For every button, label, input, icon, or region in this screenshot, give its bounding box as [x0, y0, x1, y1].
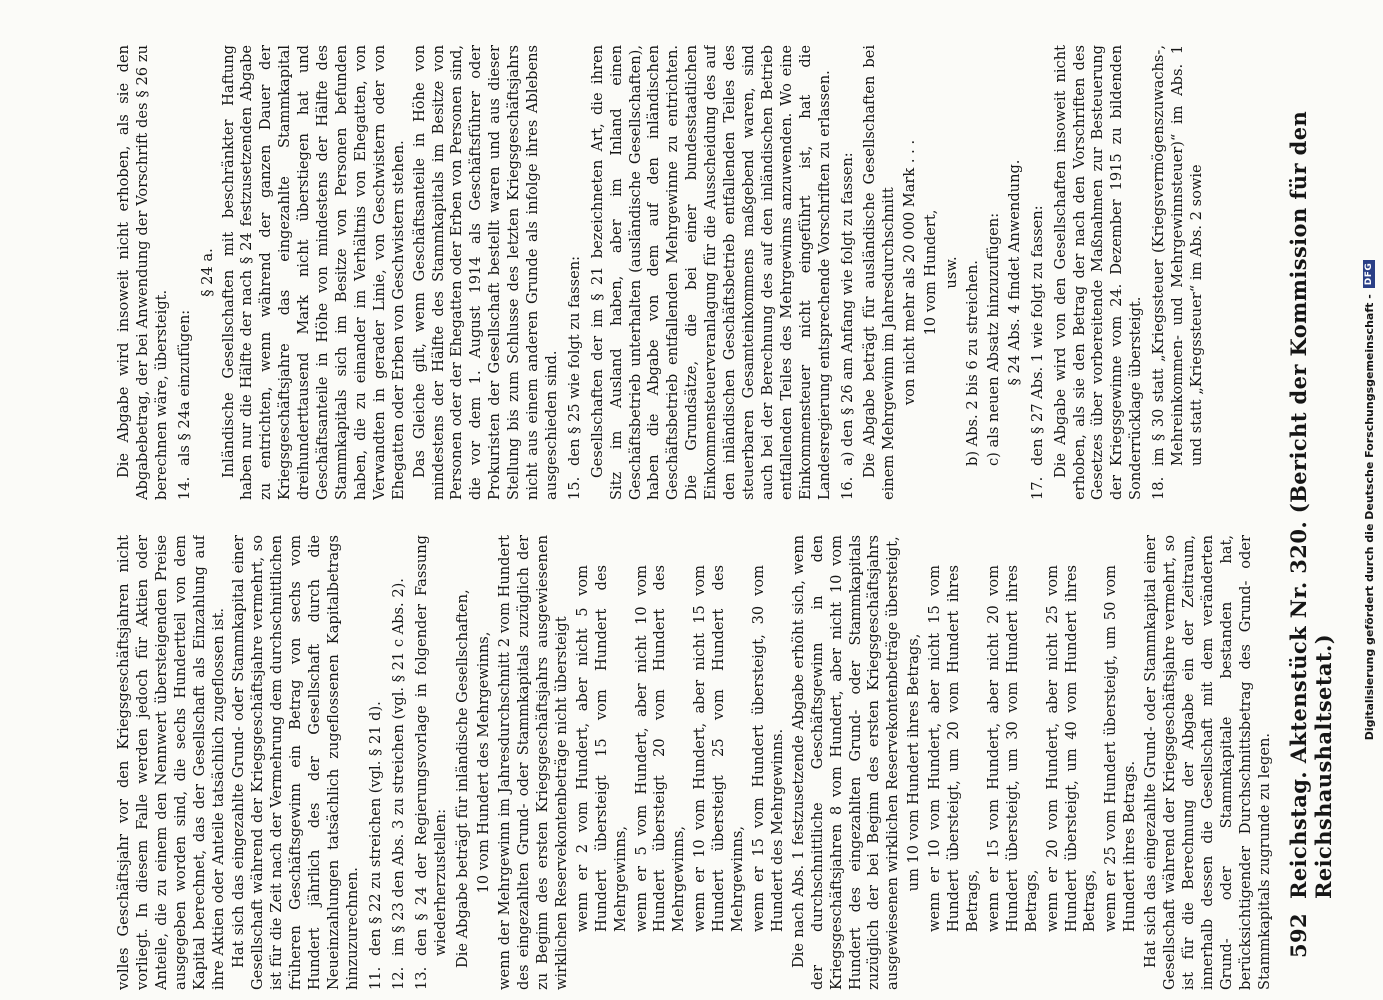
item-text: den § 27 Abs. 1 wie folgt zu fassen:: [1028, 205, 1046, 466]
paragraph: Die Abgabe beträgt für ausländische Gesellschaften bei einem Mehrgewinn im Jahresdurchschnitt: [861, 45, 898, 500]
paragraph: Die Abgabe wird insoweit nicht erhoben, als sie den Abgabebetrag, der bei Anwendung der Vorschrift des § 26 zu berechnen wäre, übersteigt.: [115, 45, 170, 500]
rate-line: 10 vom Hundert des Mehrgewinns,: [475, 631, 493, 894]
footer-text: Digitalisierung gefördert durch die Deutsche Forschungsgemeinschaft -: [1362, 294, 1376, 741]
paragraph: Die Abgabe wird von den Gesellschaften insoweit nicht erhoben, als sie den Betrag der nach den Vorschriften des Gesetzes über vorbereitende Maßnahmen zur Besteuerung der Kriegsgewinne vom 24. Dezember 1915 zu bildenden Sonderrücklage übersteigt.: [1051, 45, 1145, 500]
rate-line: um 10 vom Hundert ihres Betrags,: [905, 633, 923, 892]
rate-line: wenn er 15 vom Hundert übersteigt, 30 vom Hundert des Mehrgewinns.: [750, 565, 786, 932]
paragraph: wenn der Mehrgewinn im Jahresdurchschnitt 2 vom Hundert des eingezahlten Grund- oder Stammkapitals zuzüglich der zu Beginn des ersten Kriegsgeschäftsjahrs ausgewiesenen wirklichen Reservekontenbeträge nicht übersteigt: [496, 535, 570, 990]
item-text: den § 22 zu streichen (vgl. § 21 d).: [366, 701, 384, 956]
item-text: a) den § 26 am Anfang wie folgt zu fassen:: [838, 152, 856, 466]
list-item: [1150, 45, 1207, 500]
paragraph: Gesellschaften der im § 21 bezeichneten Art, die ihren Sitz im Ausland haben, aber im Inland einen Geschäftsbetrieb unterhalten (ausländische Gesellschaften), haben die Abgabe von dem auf den inländischen Geschäftsbetrieb entfallenden Mehrgewinne zu entrichten. Die Grundsätze, die bei einer bundesstaatlichen Einkommensteuerveranlagung für die Ausscheidung des auf den inländischen Geschäftsbetrieb entfallenden Teiles des steuerbaren Gesamteinkommens maßgebend waren, sind auch bei der Berechnung des auf den inländischen Betrieb entfallenden Teiles des Mehrgewinns anzuwenden. Wo eine Einkommensteuer nicht eingeführt ist, hat die Landesregierung entsprechende Vorschriften zu erlassen.: [588, 45, 833, 500]
rate-line: 10 vom Hundert,: [922, 209, 940, 336]
list-item: [839, 45, 858, 500]
paragraph: Die Abgabe beträgt für inländische Gesellschaften,: [454, 589, 472, 968]
rate-line: von nicht mehr als 20 000 Mark . . .: [901, 139, 919, 406]
item-number: 13.: [412, 966, 430, 990]
item-number: 17.: [1028, 476, 1046, 500]
page-number: 592: [1286, 912, 1311, 958]
paragraph: Inländische Gesellschaften mit beschränkter Haftung haben nur die Hälfte der nach § 24 festzusetzenden Abgabe zu entrichten, wenn während der ganzen Dauer der Kriegsgeschäftsjahre das eingezahlte Stammkapital dreihunderttausend Mark nicht überstiegen hat und Geschäftsanteile in Höhe von mindestens der Hälfte des Stammkapitals sich im Besitze von Personen befunden haben, die zu einander im Verhältnis von Ehegatten, von Verwandten in gerader Linie, von Geschwistern oder von Ehegatten oder Erben von Geschwistern stehen.: [219, 45, 407, 500]
page-title: Reichstag. Aktenstück Nr. 320. (Bericht der Kommission für den Reichshaushaltsetat.): [1286, 110, 1336, 899]
rate-line: wenn er 10 vom Hundert, aber nicht 15 vom Hundert übersteigt, um 20 vom Hundert ihres Betrags,: [926, 565, 981, 932]
left-column: [115, 535, 1273, 990]
rate-line: wenn er 5 vom Hundert, aber nicht 10 vom Hundert übersteigt 20 vom Hundert des Mehrgewinns,: [632, 565, 688, 932]
right-column: [115, 45, 1273, 500]
item-number: 12.: [389, 966, 407, 990]
item-text: den § 25 wie folgt zu fassen:: [565, 255, 583, 466]
paragraph: volles Geschäftsjahr vor den Kriegsgeschäftsjahren nicht vorliegt. In diesem Falle werden jedoch für Aktien oder Anteile, die zu einem den Nennwert übersteigenden Preise ausgegeben worden sind, die sechs Hundertteil von dem Kapital berechnet, das der Gesellschaft als Einzahlung auf ihre Aktien oder Anteile tatsächlich zugeflossen ist.: [115, 535, 227, 990]
list-item: [413, 535, 451, 990]
item-text: im § 23 den Abs. 3 zu streichen (vgl. § 21 c Abs. 2).: [389, 578, 407, 956]
item-text: als § 24a einzufügen:: [175, 309, 193, 466]
section-heading: § 24 a.: [198, 248, 216, 297]
list-item: [176, 45, 195, 500]
item-text: den § 24 der Regierungsvorlage in folgender Fassung wiederherzustellen:: [412, 535, 449, 956]
list-item: [390, 535, 409, 990]
item-number: 11.: [366, 966, 384, 990]
sub-item: c) als neuen Absatz hinzuzufügen:: [984, 212, 1002, 466]
paragraph: Das Gleiche gilt, wenn Geschäftsanteile in Höhe von mindestens der Hälfte des Stammkapitals im Besitze von Personen oder der Ehegatten oder Erben von Personen sind, die vor dem 1. August 1914 als Geschäftsführer oder Prokuristen der Gesellschaft bestellt waren und aus dieser Stellung bis zum Schlusse des letzten Kriegsgeschäftsjahrs nicht aus einem anderen Grunde als infolge ihres Ablebens ausgeschieden sind.: [410, 45, 560, 500]
paragraph: Die nach Abs. 1 festzusetzende Abgabe erhöht sich, wenn der durchschnittliche Geschäftsgewinn in den Kriegsgeschäftsjahren 8 vom Hundert, aber nicht 10 vom Hundert des eingezahlten Grund- oder Stammkapitals zuzüglich der bei Beginn des ersten Kriegsgeschäftsjahrs ausgewiesenen wirklichen Reservekontenbeträge übersteigt,: [789, 535, 902, 990]
rate-line: wenn er 20 vom Hundert, aber nicht 25 vom Hundert übersteigt, um 40 vom Hundert ihres Betrags,: [1043, 565, 1099, 932]
rate-line: wenn er 2 vom Hundert, aber nicht 5 vom Hundert übersteigt 15 vom Hundert des Mehrgewinns,: [573, 565, 629, 932]
item-text: im § 30 statt „Kriegssteuer (Kriegsvermögenszuwachs-, Mehreinkommen- und Mehrgewinnsteuer)“ im Abs. 1 und statt „Kriegssteuer“ im Abs. 2 sowie: [1150, 45, 1205, 466]
list-item: [1029, 45, 1048, 500]
dfg-logo: DFG: [1363, 260, 1375, 289]
rate-line: wenn er 10 vom Hundert, aber nicht 15 vom Hundert übersteigt 25 vom Hundert des Mehrgewinns,: [691, 565, 747, 932]
item-number: 16.: [838, 476, 856, 500]
rate-line: usw.: [943, 256, 961, 289]
item-number: 15.: [565, 476, 583, 500]
rate-line: wenn er 15 vom Hundert, aber nicht 20 vom Hundert übersteigt, um 30 vom Hundert ihres Betrags,: [984, 565, 1040, 932]
page-header: [1286, 48, 1336, 958]
rate-line: wenn er 25 vom Hundert übersteigt, um 50 vom Hundert ihres Betrags.: [1102, 565, 1139, 932]
sub-item-text: § 24 Abs. 4 findet Anwendung.: [1005, 159, 1023, 386]
list-item: [566, 45, 585, 500]
digitization-footer: [1360, 0, 1378, 1000]
list-item: [367, 535, 386, 990]
item-number: 18.: [1150, 476, 1168, 500]
paragraph: Hat sich das eingezahlte Grund- oder Stammkapital einer Gesellschaft während der Kriegsgeschäftsjahre vermehrt, so ist für die Zeit nach der Vermehrung dem durchschnittlichen früheren Geschäftsgewinn ein Betrag von sechs vom Hundert jährlich des der Gesellschaft durch die Neueinzahlungen tatsächlich zugeflossenen Kapitalbetrags hinzuzurechnen.: [230, 535, 361, 990]
sub-item: b) Abs. 2 bis 6 zu streichen.: [963, 260, 981, 466]
item-number: 14.: [175, 476, 193, 500]
paragraph: Hat sich das eingezahlte Grund- oder Stammkapital einer Gesellschaft während der Kriegsgeschäftsjahre vermehrt, so ist für die Berechnung der Abgabe ein der Zeitraum, innerhalb dessen die Gesellschaft mit dem veränderten Grund- oder Stammkapitale bestanden hat, berücksichtigender Durchschnittsbetrag des Grund- oder Stammkapitals zugrunde zu legen.: [1142, 535, 1273, 990]
